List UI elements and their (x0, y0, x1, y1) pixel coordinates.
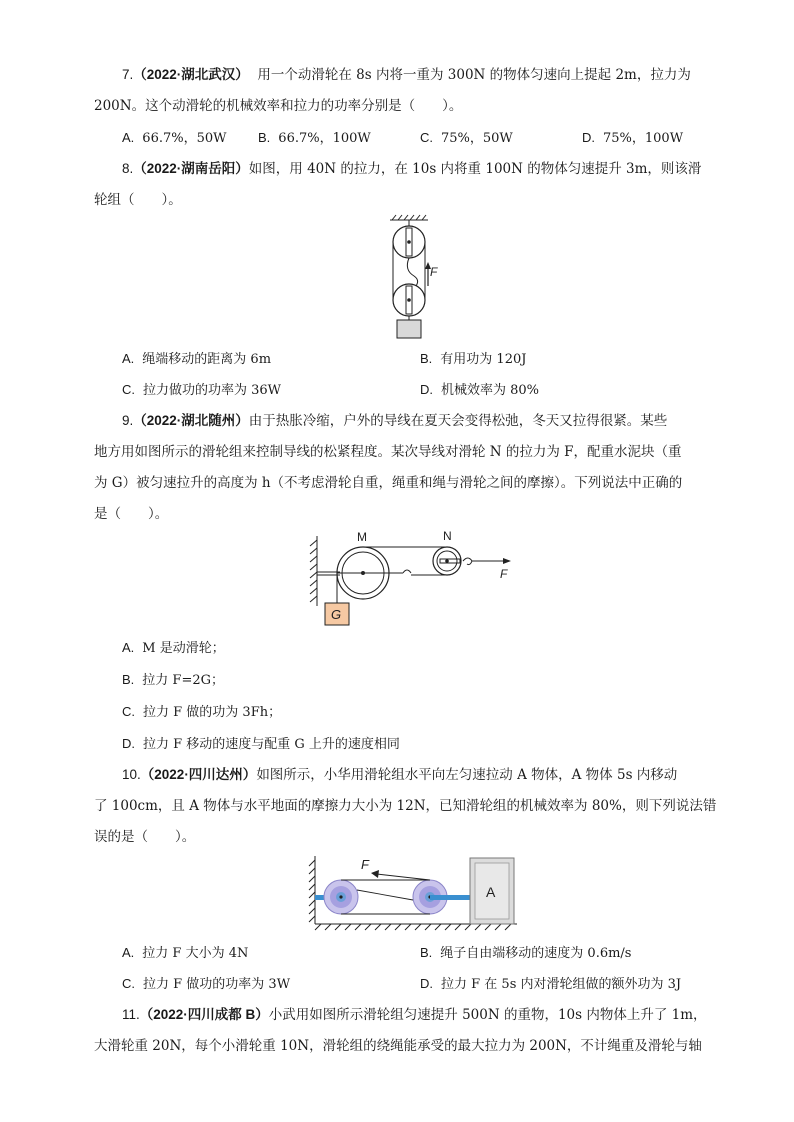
question-7-line-2 (94, 96, 462, 116)
question-text: 200N。这个动滑轮的机械效率和拉力的功率分别是（ ）。 (94, 98, 463, 114)
moving-axle (430, 895, 470, 900)
pulley-n-label: N (443, 529, 452, 543)
question-text: 误的是（ ）。 (94, 829, 196, 845)
wall-hatch (310, 536, 317, 606)
option-a: A. 绳端移动的距离为 6m (122, 351, 272, 367)
option-a: A. M 是动滑轮； (122, 640, 225, 656)
block-label: A (486, 884, 496, 900)
pulley-m-label: M (357, 530, 367, 544)
option-d: D. 拉力 F 在 5s 内对滑轮组做的额外功为 3J (420, 976, 682, 992)
force-label: F (500, 567, 508, 581)
force-label: F (361, 857, 369, 872)
ceiling-hatch (390, 215, 428, 220)
option-b: B. 有用功为 120J (420, 351, 527, 367)
question-text: 轮组（ ）。 (94, 192, 182, 208)
question-number: 10. (122, 767, 141, 782)
pulley-figure-q10 (305, 852, 525, 932)
wall-hatch (309, 856, 315, 924)
question-9-line-1 (122, 411, 667, 431)
question-11-line-1 (122, 1005, 707, 1025)
question-number: 11. (122, 1007, 140, 1022)
question-text: 地方用如图所示的滑轮组来控制导线的松紧程度。某次导线对滑轮 N 的拉力为 F，配重水泥块（重 (94, 444, 682, 460)
weight-block (397, 320, 421, 338)
question-text: 如图，用 40N 的拉力，在 10s 内将重 100N 的物体匀速提升 3m，则该滑 (248, 161, 702, 177)
pulley-figure-q8 (380, 214, 440, 344)
question-9-line-4 (94, 504, 168, 524)
question-10-line-2 (94, 796, 716, 816)
option-d: D. 机械效率为 80% (420, 382, 540, 398)
question-source-tag: （2022·湖南岳阳） (133, 161, 249, 176)
question-source-tag: （2022·湖北随州） (133, 413, 249, 428)
question-text: 大滑轮重 20N，每个小滑轮重 10N，滑轮组的绕绳能承受的最大拉力为 200N，不计绳重及滑轮与轴 (94, 1038, 702, 1054)
question-text: 小武用如图所示滑轮组匀速提升 500N 的重物，10s 内物体上升了 1m， (268, 1007, 707, 1023)
option-c: C. 拉力 F 做功的功率为 3W (122, 976, 291, 992)
question-text: 用一个动滑轮在 8s 内将一重为 300N 的物体匀速向上提起 2m，拉力为 (257, 67, 691, 83)
option-b: B. 拉力 F=2G； (122, 672, 224, 688)
option-d: D. 拉力 F 移动的速度与配重 G 上升的速度相同 (122, 736, 400, 752)
question-9-line-2 (94, 442, 682, 462)
force-arrow (377, 874, 430, 880)
question-number: 9. (122, 413, 134, 428)
question-text: 如图所示，小华用滑轮组水平向左匀速拉动 A 物体，A 物体 5s 内移动 (256, 767, 678, 783)
option-c: C. 拉力做功的功率为 36W (122, 382, 282, 398)
rope (393, 242, 425, 300)
option-b: B. 绳子自由端移动的速度为 0.6m/s (420, 945, 632, 961)
question-11-line-2 (94, 1036, 702, 1056)
question-7-line-1 (122, 65, 691, 85)
question-10-line-3 (94, 827, 195, 847)
pulley-figure-q9 (305, 528, 525, 633)
question-text: 为 G）被匀速拉升的高度为 h（不考虑滑轮自重，绳重和绳与滑轮之间的摩擦）。下列说法中正确的 (94, 475, 683, 491)
question-source-tag: （2022·湖北武汉） (133, 67, 249, 82)
option-a: A. 66.7%，50W (122, 130, 227, 146)
option-a: A. 拉力 F 大小为 4N (122, 945, 249, 961)
option-b: B. 66.7%，100W (258, 130, 371, 146)
question-text: 由于热胀冷缩，户外的导线在夏天会变得松弛，冬天又拉得很紧。某些 (248, 413, 668, 429)
option-c: C. 拉力 F 做的功为 3Fh； (122, 704, 282, 720)
question-8-line-1 (122, 159, 701, 179)
question-number: 7. (122, 67, 134, 82)
question-10-line-1 (122, 765, 677, 785)
rope (363, 547, 447, 575)
ground-hatch (315, 924, 517, 930)
question-text: 是（ ）。 (94, 506, 169, 522)
force-label: F (430, 265, 438, 279)
weight-label: G (331, 607, 342, 622)
question-source-tag: （2022·四川达州） (140, 767, 257, 782)
question-source-tag: （2022·四川成都 B） (139, 1007, 269, 1022)
question-8-line-2 (94, 190, 182, 210)
option-d: D. 75%，100W (582, 130, 684, 146)
question-9-line-3 (94, 473, 682, 493)
question-number: 8. (122, 161, 134, 176)
question-text: 了 100cm，且 A 物体与水平地面的摩擦力大小为 12N，已知滑轮组的机械效率为 80%，则下列说法错 (94, 798, 717, 814)
option-c: C. 75%，50W (420, 130, 513, 146)
